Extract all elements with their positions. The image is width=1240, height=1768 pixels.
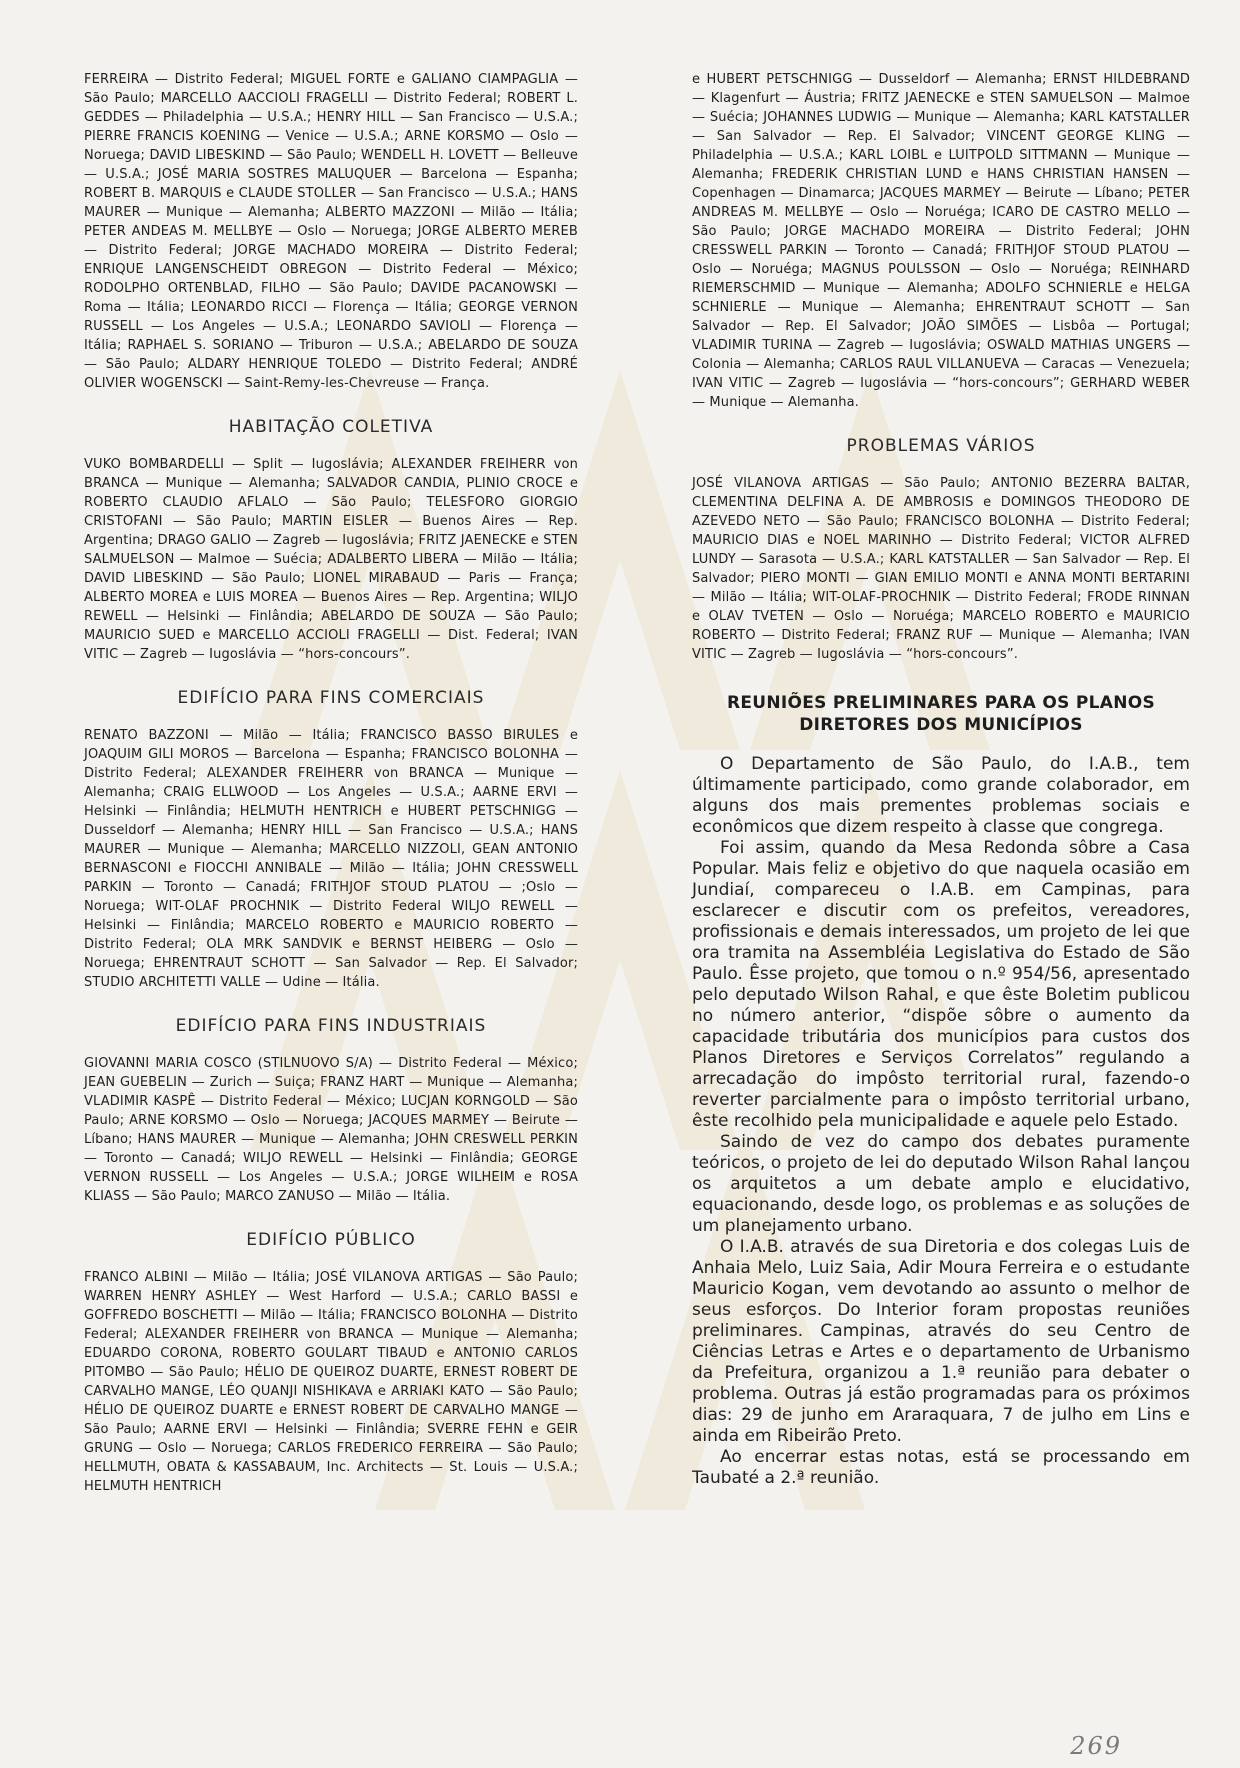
article-paragraph: Ao encerrar estas notas, está se processando em Taubaté a 2.ª reunião. [692, 1447, 1190, 1488]
fins-industriais-heading: EDIFÍCIO PARA FINS INDUSTRIAIS [175, 1016, 487, 1036]
article-paragraph: O I.A.B. através de sua Diretoria e dos colegas Luis de Anhaia Melo, Luiz Saia, Adir Moura Ferreira e o estudante Mauricio Kogan, vem devotando ao assunto o melhor de seus esforços. Do Interior foram propostas reuniões preliminares. Campinas, através do seu Centro de Ciências Letras e Artes e o departamento de Urbanismo da Prefeitura, organizou a 1.ª reunião para debater o problema. Outras já estão programadas para os próximos dias: 29 de junho em Araraquara, 7 de julho em Lins e ainda em Ribeirão Preto. [692, 1237, 1190, 1446]
habitacao-coletiva-heading: HABITAÇÃO COLETIVA [228, 417, 434, 437]
article-title-line-2: DIRETORES DOS MUNICÍPIOS [799, 715, 1083, 735]
right-column [692, 70, 1190, 1489]
fins-comerciais-heading: EDIFÍCIO PARA FINS COMERCIAIS [177, 688, 485, 708]
problemas-varios-text: JOSÉ VILANOVA ARTIGAS — São Paulo; ANTONIO BEZERRA BALTAR, CLEMENTINA DELFINA A. DE AMBROSIS e DOMINGOS THEODORO DE AZEVEDO NETO — São Paulo; FRANCISCO BOLONHA — Distrito Federal; MAURICIO DIAS e NOEL MARINHO — Distrito Federal; VICTOR ALFRED LUNDY — Sarasota — U.S.A.; KARL KATSTALLER — San Salvador — Rep. El Salvador; PIERO MONTI — GIAN EMILIO MONTI e ANNA MONTI BERTARINI — Milão — Itália; WIT-OLAF-PROCHNIK — Distrito Federal; FRODE RINNAN e OLAV TVETEN — Oslo — Noruéga; MARCELO ROBERTO e MAURICIO ROBERTO — Distrito Federal; FRANZ RUF — Munique — Alemanha; IVAN VITIC — Zagreb — Iugoslávia — “hors-concours”. [692, 476, 1190, 662]
problemas-varios-heading: PROBLEMAS VÁRIOS [846, 436, 1036, 456]
fins-comerciais-text: RENATO BAZZONI — Milão — Itália; FRANCISCO BASSO BIRULES e JOAQUIM GILI MOROS — Barcelona — Espanha; FRANCISCO BOLONHA — Distrito Federal; ALEXANDER FREIHERR von BRANCA — Munique — Alemanha; CRAIG ELLWOOD — Los Angeles — U.S.A.; AARNE ERVI — Helsinki — Finlândia; HELMUTH HENTRICH e HUBERT PETSCHNIGG — Dusseldorf — Alemanha; HENRY HILL — San Francisco — U.S.A.; HANS MAURER — Munique — Alemanha; MARCELLO NIZZOLI, GEAN ANTONIO BERNASCONI e FIOCCHI ANNIBALE — Milão — Itália; JOHN CRESSWELL PARKIN — Toronto — Canadá; FRITHJOF STOUD PLATOU — ;Oslo — Noruega; WIT-OLAF PROCHNIK — Distrito Federal WILJO REWELL — Helsinki — Finlândia; MARCELO ROBERTO e MAURICIO ROBERTO — Distrito Federal; OLA MRK SANDVIK e BERNST HEIBERG — Oslo — Noruega; EHRENTRAUT SCHOTT — San Salvador — Rep. El Salvador; STUDIO ARCHITETTI VALLE — Udine — Itália. [84, 728, 578, 990]
left-column [84, 70, 578, 1496]
article-paragraph: Foi assim, quando da Mesa Redonda sôbre a Casa Popular. Mais feliz e objetivo do que naquela ocasião em Jundiaí, compareceu o I.A.B. em Campinas, para esclarecer e discutir com os prefeitos, vereadores, profissionais e demais interessados, um projeto de lei que ora tramita na Assembléia Legislativa do Estado de São Paulo. Êsse projeto, que tomou o n.º 954/56, apresentado pelo deputado Wilson Rahal, e que êste Boletim publicou no número anterior, “dispõe sôbre o aumento da capacidade tributária dos municípios para custos dos Planos Diretores e Serviços Correlatos” regulando a arrecadação do impôsto territorial rural, fazendo-o reverter parcialmente para o impôsto territorial urbano, êste recolhido pela municipalidade e aquele pelo Estado. [692, 838, 1190, 1131]
page-number: 269 [1070, 1732, 1122, 1760]
fins-industriais-text: GIOVANNI MARIA COSCO (STILNUOVO S/A) — Distrito Federal — México; JEAN GUEBELIN — Zurich — Suiça; FRANZ HART — Munique — Alemanha; VLADIMIR KASPÊ — Distrito Federal — México; LUCJAN KORNGOLD — São Paulo; ARNE KORSMO — Oslo — Noruega; JACQUES MARMEY — Beirute — Líbano; HANS MAURER — Munique — Alemanha; JOHN CRESWELL PERKIN — Toronto — Canadá; WILJO REWELL — Helsinki — Finlândia; GEORGE VERNON RUSSELL — Los Angeles — U.S.A.; JORGE WILHEIM e ROSA KLIASS — São Paulo; MARCO ZANUSO — Milão — Itália. [84, 1056, 578, 1204]
article-paragraph: O Departamento de São Paulo, do I.A.B., tem últimamente participado, como grande colaborador, em alguns dos mais prementes problemas sociais e econômicos que dizem respeito à classe que congrega. [692, 754, 1190, 837]
article-paragraph: Saindo de vez do campo dos debates puramente teóricos, o projeto de lei do deputado Wilson Rahal lançou os arquitetos a um debate amplo e elucidativo, equacionando, desde logo, os problemas e as soluções de um planejamento urbano. [692, 1132, 1190, 1236]
left-list-intro: FERREIRA — Distrito Federal; MIGUEL FORTE e GALIANO CIAMPAGLIA — São Paulo; MARCELLO AACCIOLI FRAGELLI — Distrito Federal; ROBERT L. GEDDES — Philadelphia — U.S.A.; HENRY HILL — San Francisco — U.S.A.; PIERRE FRANCIS KOENING — Venice — U.S.A.; ARNE KORSMO — Oslo — Noruega; DAVID LIBESKIND — São Paulo; WENDELL H. LOVETT — Belleuve — U.S.A.; JOSÉ MARIA SOSTRES MALUQUER — Barcelona — Espanha; ROBERT B. MARQUIS e CLAUDE STOLLER — San Francisco — U.S.A.; HANS MAURER — Munique — Alemanha; ALBERTO MAZZONI — Milão — Itália; PETER ANDEAS M. MELLBYE — Oslo — Noruega; JORGE ALBERTO MEREB — Distrito Federal; JORGE MACHADO MOREIRA — Distrito Federal; ENRIQUE LANGENSCHEIDT OBREGON — Distrito Federal — México; RODOLPHO ORTENBLAD, FILHO — São Paulo; DAVIDE PACANOWSKI — Roma — Itália; LEONARDO RICCI — Florença — Itália; GEORGE VERNON RUSSELL — Los Angeles — U.S.A.; LEONARDO SAVIOLI — Florença — Itália; RAPHAEL S. SORIANO — Triburon — U.S.A.; ABELARDO DE SOUZA — São Paulo; ALDARY HENRIQUE TOLEDO — Distrito Federal; ANDRÉ OLIVIER WOGENSCKI — Saint-Remy-les-Chevreuse — França. [84, 72, 578, 391]
right-list-intro: e HUBERT PETSCHNIGG — Dusseldorf — Alemanha; ERNST HILDEBRAND — Klagenfurt — Áustria; FRITZ JAENECKE e STEN SAMUELSON — Malmoe — Suécia; JOHANNES LUDWIG — Munique — Alemanha; KARL KATSTALLER — San Salvador — Rep. El Salvador; VINCENT GEORGE KLING — Philadelphia — U.S.A.; KARL LOIBL e LUITPOLD SITTMANN — Munique — Alemanha; FREDERIK CHRISTIAN LUND e HANS CHRISTIAN HANSEN — Copenhagen — Dinamarca; JACQUES MARMEY — Beirute — Líbano; PETER ANDREAS M. MELLBYE — Oslo — Noruéga; ICARO DE CASTRO MELLO — São Paulo; JORGE MACHADO MOREIRA — Distrito Federal; JOHN CRESSWELL PARKIN — Toronto — Canadá; FRITHJOF STOUD PLATOU — Oslo — Noruéga; MAGNUS POULSSON — Oslo — Noruéga; REINHARD RIEMERSCHMID — Munique — Alemanha; ADOLFO SCHNIERLE e HELGA SCHNIERLE — Munique — Alemanha; EHRENTRAUT SCHOTT — San Salvador — Rep. El Salvador; JOÃO SIMÕES — Lisbôa — Portugal; VLADIMIR TURINA — Zagreb — Iugoslávia; OSWALD MATHIAS UNGERS — Colonia — Alemanha; CARLOS RAUL VILLANUEVA — Caracas — Venezuela; IVAN VITIC — Zagreb — Iugoslávia — “hors-concours”; GERHARD WEBER — Munique — Alemanha. [692, 72, 1190, 410]
article-title-line-1: REUNIÕES PRELIMINARES PARA OS PLANOS [726, 693, 1156, 713]
edificio-publico-heading: EDIFÍCIO PÚBLICO [246, 1230, 416, 1250]
habitacao-coletiva-text: VUKO BOMBARDELLI — Split — Iugoslávia; ALEXANDER FREIHERR von BRANCA — Munique — Alemanha; SALVADOR CANDIA, PLINIO CROCE e ROBERTO CLAUDIO AFLALO — São Paulo; TELESFORO GIORGIO CRISTOFANI — São Paulo; MARTIN EISLER — Buenos Aires — Rep. Argentina; DRAGO GALIO — Zagreb — Iugoslávia; FRITZ JAENECKE e STEN SALMUELSON — Malmoe — Suécia; ADALBERTO LIBERA — Milão — Itália; DAVID LIBESKIND — São Paulo; LIONEL MIRABAUD — Paris — França; ALBERTO MOREA e LUIS MOREA — Buenos Aires — Rep. Argentina; WILJO REWELL — Helsinki — Finlândia; ABELARDO DE SOUZA — São Paulo; MAURICIO SUED e MARCELLO ACCIOLI FRAGELLI — Dist. Federal; IVAN VITIC — Zagreb — Iugoslávia — “hors-concours”. [84, 457, 578, 662]
article-body [692, 754, 1190, 1489]
article-title [692, 692, 1190, 736]
edificio-publico-text: FRANCO ALBINI — Milão — Itália; JOSÉ VILANOVA ARTIGAS — São Paulo; WARREN HENRY ASHLEY — West Harford — U.S.A.; CARLO BASSI e GOFFREDO BOSCHETTI — Milão — Itália; FRANCISCO BOLONHA — Distrito Federal; ALEXANDER FREIHERR von BRANCA — Munique — Alemanha; EDUARDO CORONA, ROBERTO GOULART TIBAUD e ANTONIO CARLOS PITOMBO — São Paulo; HÉLIO DE QUEIROZ DUARTE, ERNEST ROBERT DE CARVALHO MANGE, LÉO QUANJI NISHIKAVA e ARRIAKI KATO — São Paulo; HÉLIO DE QUEIROZ DUARTE e ERNEST ROBERT DE CARVALHO MANGE — São Paulo; AARNE ERVI — Helsinki — Finlândia; SVERRE FEHN e GEIR GRUNG — Oslo — Noruega; CARLOS FREDERICO FERREIRA — São Paulo; HELLMUTH, OBATA & KASSABAUM, Inc. Architects — St. Louis — U.S.A.; HELMUTH HENTRICH [84, 1270, 578, 1494]
